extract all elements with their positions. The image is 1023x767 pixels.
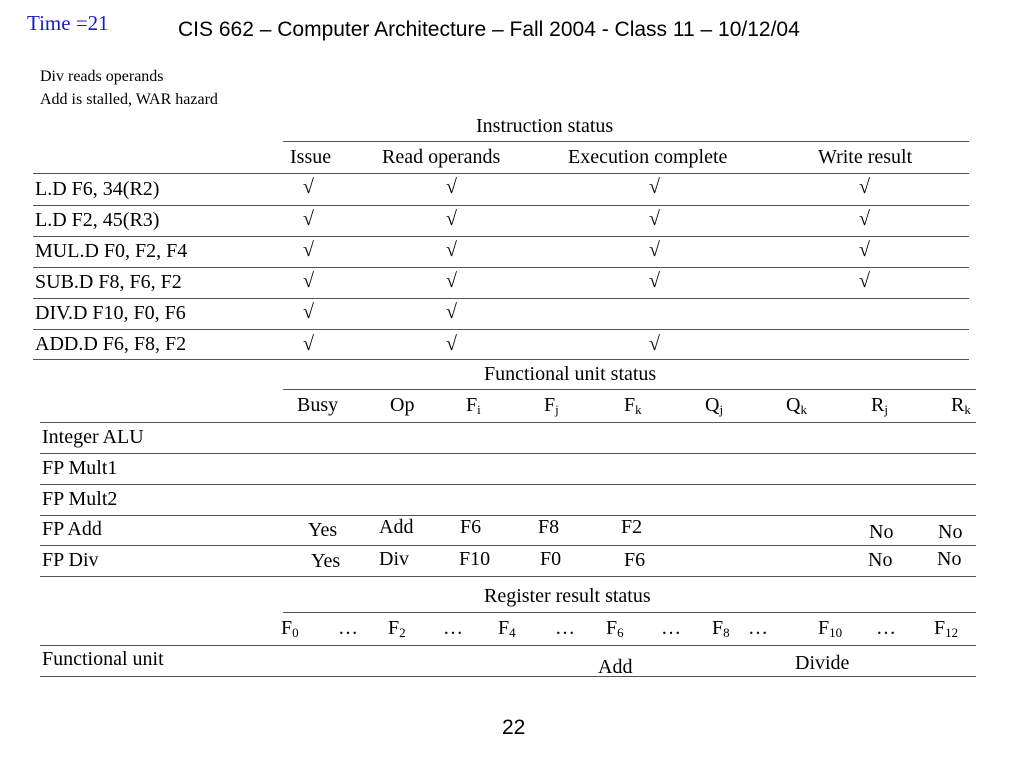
ellipsis: …: [876, 617, 896, 639]
check-mark-issue-row-4: √: [303, 270, 314, 292]
check-mark-issue-row-6: √: [303, 333, 314, 355]
check-mark-read-row-1: √: [446, 176, 457, 198]
check-mark-exec-row-6: √: [649, 333, 660, 355]
f10-main: F: [818, 617, 830, 639]
fp-div-rk: No: [937, 548, 962, 570]
instruction-row-1-name: L.D F6, 34(R2): [35, 178, 160, 200]
instruction-row-4-name: SUB.D F8, F6, F2: [35, 271, 182, 293]
fp-div-fk: F6: [624, 549, 646, 571]
ellipsis: …: [661, 617, 681, 639]
f6-main: F: [606, 617, 618, 639]
col-header-write-result: Write result: [818, 146, 913, 168]
register-f4: [498, 617, 516, 640]
col-header-qk: [786, 394, 807, 417]
register-f6-unit: Add: [598, 656, 633, 678]
instruction-row-2-name: L.D F2, 45(R3): [35, 209, 160, 231]
f6-sub: 6: [617, 625, 624, 640]
check-mark-issue-row-5: √: [303, 301, 314, 323]
col-header-fj: [544, 394, 559, 417]
unit-integer-alu: Integer ALU: [42, 426, 144, 448]
register-f0: [281, 617, 299, 640]
col-header-rk: [951, 394, 971, 417]
check-mark-read-row-6: √: [446, 333, 457, 355]
note-line-1: Div reads operands: [40, 68, 164, 85]
qk-main: Q: [786, 394, 801, 416]
f12-sub: 12: [945, 625, 959, 640]
fp-add-rj: No: [869, 521, 894, 543]
ellipsis: …: [443, 617, 463, 639]
check-mark-issue-row-3: √: [303, 239, 314, 261]
register-f2: [388, 617, 406, 640]
slide-number: 22: [502, 716, 526, 739]
unit-fp-add: FP Add: [42, 518, 102, 540]
fj-sub: j: [555, 402, 559, 417]
slide-title: CIS 662 – Computer Architecture – Fall 2004 - Class 11 – 10/12/04: [178, 18, 800, 41]
fj-main: F: [544, 394, 556, 416]
register-f8: [712, 617, 730, 640]
check-mark-write-row-4: √: [859, 270, 870, 292]
f4-main: F: [498, 617, 510, 639]
col-header-busy: Busy: [297, 394, 339, 416]
functional-unit-status-title: Functional unit status: [484, 363, 657, 385]
divider: [40, 484, 976, 485]
divider: [33, 267, 969, 268]
check-mark-exec-row-3: √: [649, 239, 660, 261]
note-line-2: Add is stalled, WAR hazard: [40, 91, 218, 108]
f12-main: F: [934, 617, 946, 639]
col-header-issue: Issue: [290, 146, 332, 168]
divider: [40, 422, 976, 423]
col-header-qj: [705, 394, 723, 417]
divider: [283, 141, 969, 142]
f4-sub: 4: [509, 625, 516, 640]
unit-fp-mult1: FP Mult1: [42, 457, 118, 479]
f2-main: F: [388, 617, 400, 639]
fp-add-fi: F6: [460, 516, 482, 538]
unit-fp-div: FP Div: [42, 549, 99, 571]
qj-main: Q: [705, 394, 720, 416]
check-mark-exec-row-4: √: [649, 270, 660, 292]
col-header-fi: [466, 394, 481, 417]
fk-main: F: [624, 394, 636, 416]
divider: [33, 173, 969, 174]
divider: [40, 545, 976, 546]
instruction-row-6-name: ADD.D F6, F8, F2: [35, 333, 187, 355]
rk-main: R: [951, 394, 965, 416]
ellipsis: …: [555, 617, 575, 639]
divider: [283, 389, 976, 390]
fp-add-fk: F2: [621, 516, 643, 538]
divider: [283, 612, 976, 613]
instruction-status-title: Instruction status: [476, 115, 614, 137]
divider: [33, 205, 969, 206]
register-result-status-title: Register result status: [484, 585, 651, 607]
register-f10-unit: Divide: [795, 652, 850, 674]
qj-sub: j: [719, 402, 724, 417]
check-mark-read-row-4: √: [446, 270, 457, 292]
divider: [40, 453, 976, 454]
unit-fp-mult2: FP Mult2: [42, 488, 118, 510]
col-header-read-operands: Read operands: [382, 146, 501, 168]
functional-unit-row-label: Functional unit: [42, 648, 164, 670]
col-header-op: Op: [390, 394, 415, 416]
divider: [40, 576, 976, 577]
divider: [33, 298, 969, 299]
rj-sub: j: [884, 402, 888, 417]
fp-add-fj: F8: [538, 516, 560, 538]
divider: [33, 359, 969, 360]
f2-sub: 2: [399, 625, 406, 640]
register-f12: [934, 617, 958, 640]
check-mark-write-row-2: √: [859, 208, 870, 230]
f10-sub: 10: [829, 625, 843, 640]
divider: [40, 645, 976, 646]
col-header-fk: [624, 394, 642, 417]
check-mark-read-row-2: √: [446, 208, 457, 230]
f0-main: F: [281, 617, 293, 639]
time-label: Time =21: [27, 11, 109, 35]
fp-add-rk: No: [938, 521, 963, 543]
qk-sub: k: [800, 402, 807, 417]
divider: [40, 676, 976, 677]
f0-sub: 0: [292, 625, 299, 640]
check-mark-write-row-3: √: [859, 239, 870, 261]
col-header-execution-complete: Execution complete: [568, 146, 728, 168]
rj-main: R: [871, 394, 885, 416]
fi-main: F: [466, 394, 478, 416]
fp-div-fj: F0: [540, 548, 562, 570]
fp-add-op: Add: [379, 516, 414, 538]
fi-sub: i: [477, 402, 481, 417]
instruction-row-5-name: DIV.D F10, F0, F6: [35, 302, 186, 324]
instruction-row-3-name: MUL.D F0, F2, F4: [35, 240, 188, 262]
check-mark-read-row-3: √: [446, 239, 457, 261]
fp-div-rj: No: [868, 549, 893, 571]
check-mark-read-row-5: √: [446, 301, 457, 323]
fp-div-fi: F10: [459, 548, 491, 570]
f8-sub: 8: [723, 625, 730, 640]
check-mark-exec-row-2: √: [649, 208, 660, 230]
check-mark-exec-row-1: √: [649, 176, 660, 198]
ellipsis: …: [748, 617, 768, 639]
rk-sub: k: [964, 402, 971, 417]
check-mark-issue-row-2: √: [303, 208, 314, 230]
f8-main: F: [712, 617, 724, 639]
register-f10: [818, 617, 842, 640]
divider: [33, 329, 969, 330]
register-f6: [606, 617, 624, 640]
fp-div-op: Div: [379, 548, 409, 570]
col-header-rj: [871, 394, 888, 417]
check-mark-issue-row-1: √: [303, 176, 314, 198]
fp-add-busy: Yes: [308, 519, 338, 541]
ellipsis: …: [338, 617, 358, 639]
check-mark-write-row-1: √: [859, 176, 870, 198]
divider: [33, 236, 969, 237]
fk-sub: k: [635, 402, 642, 417]
fp-div-busy: Yes: [311, 550, 341, 572]
divider: [40, 515, 976, 516]
